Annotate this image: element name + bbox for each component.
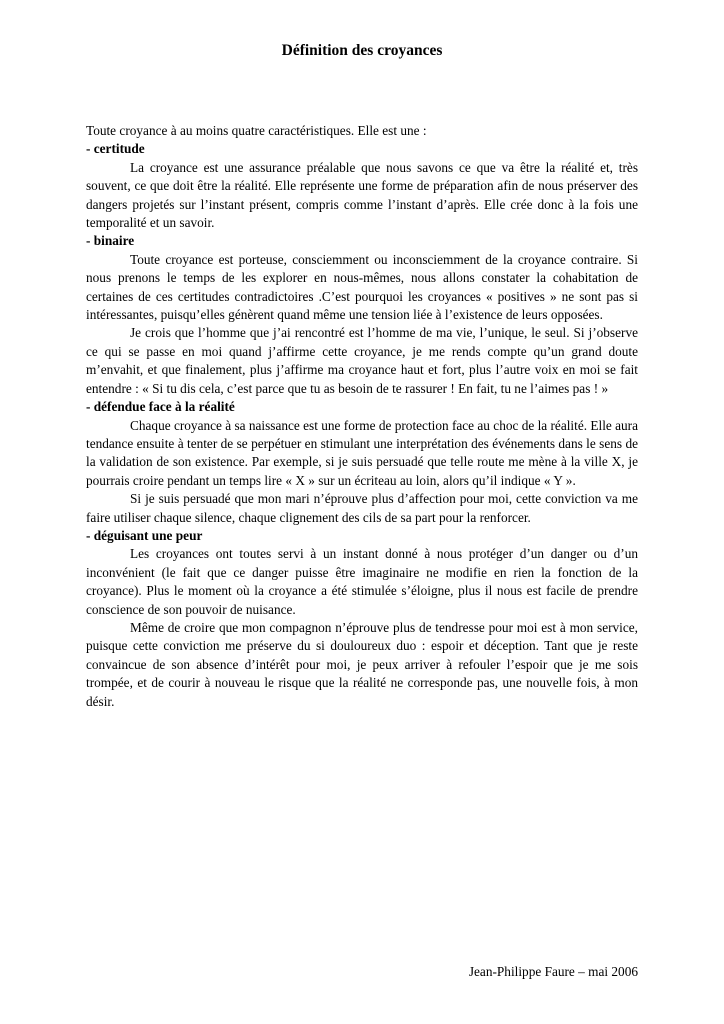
paragraph-binaire-2: Je crois que l’homme que j’ai rencontré est l’homme de ma vie, l’unique, le seul. Si j’observe ce qui se passe en moi quand j’affirme cette croyance, je me rends compte qu’un grand doute m’envahit, et que finalement, plus j’affirme ma croyance haut et fort, plus l’autre voix en moi se fait entendre : « Si tu dis cela, c’est parce que tu as besoin de te rassurer ! En fait, tu ne l’aimes pas ! » [86, 325, 638, 396]
section-heading-defendue: - défendue face à la réalité [86, 399, 235, 415]
paragraph-deguisant-2: Même de croire que mon compagnon n’éprouve plus de tendresse pour moi est à mon service, puisque cette conviction me préserve du si douloureux duo : espoir et déception. Tant que je reste convaincue de son absence d’intérêt pour moi, je peux arriver à refouler l’espoir que je me sois trompée, et de courir à nouveau le risque que la réalité ne corresponde pas, une nouvelle fois, à mon désir. [86, 619, 638, 709]
paragraph-defendue-2: Si je suis persuadé que mon mari n’éprouve plus d’affection pour moi, cette conviction va me faire utiliser chaque silence, chaque clignement des cils de sa part pour la renforcer. [86, 491, 638, 525]
paragraph-deguisant-1: Les croyances ont toutes servi à un instant donné à nous protéger d’un danger ou d’un inconvénient (le fait que ce danger puisse être imaginaire ne modifie en rien la fonction de la croyance). Plus le moment où la croyance a été stimulée s’éloigne, plus il nous est facile de prendre conscience de son pouvoir de nuisance. [86, 546, 638, 617]
section-heading-binaire: - binaire [86, 233, 135, 249]
intro-paragraph: Toute croyance à au moins quatre caractéristiques. Elle est une : [86, 123, 427, 138]
paragraph-binaire-1: Toute croyance est porteuse, consciemment ou inconsciemment de la croyance contraire. Si nous prenons le temps de les explorer en nous-mêmes, nous allons constater la cohabitation de certaines de ces certitudes contradictoires .C’est pourquoi les croyances « positives » ne sont pas si intéressantes, puisqu’elles génèrent quand même une tension liée à l’existence de leurs opposées. [86, 251, 638, 323]
document-body [86, 122, 638, 711]
page-title: Définition des croyances [281, 42, 443, 59]
paragraph-defendue-1: Chaque croyance à sa naissance est une forme de protection face au choc de la réalité. Elle aura tendance ensuite à tenter de se perpétuer en stimulant une interprétation des événements dans le sens de la validation de son existence. Par exemple, si je suis persuadé que telle route me mène à la ville X, je pourrais croire pendant un temps lire « X » sur un écriteau au loin, alors qu’il indique « Y ». [86, 417, 638, 488]
author-footer: Jean-Philippe Faure – mai 2006 [468, 964, 638, 979]
section-heading-deguisant: - déguisant une peur [86, 527, 203, 543]
section-heading-certitude: - certitude [86, 141, 145, 157]
paragraph-certitude-1: La croyance est une assurance préalable que nous savons ce que va être la réalité et, très souvent, ce que doit être la réalité. Elle représente une forme de préparation afin de nous préserver des dangers projetés sur l’instant présent, compris comme l’instant d’après. Elle crée donc à la fois une temporalité et un savoir. [86, 159, 638, 231]
